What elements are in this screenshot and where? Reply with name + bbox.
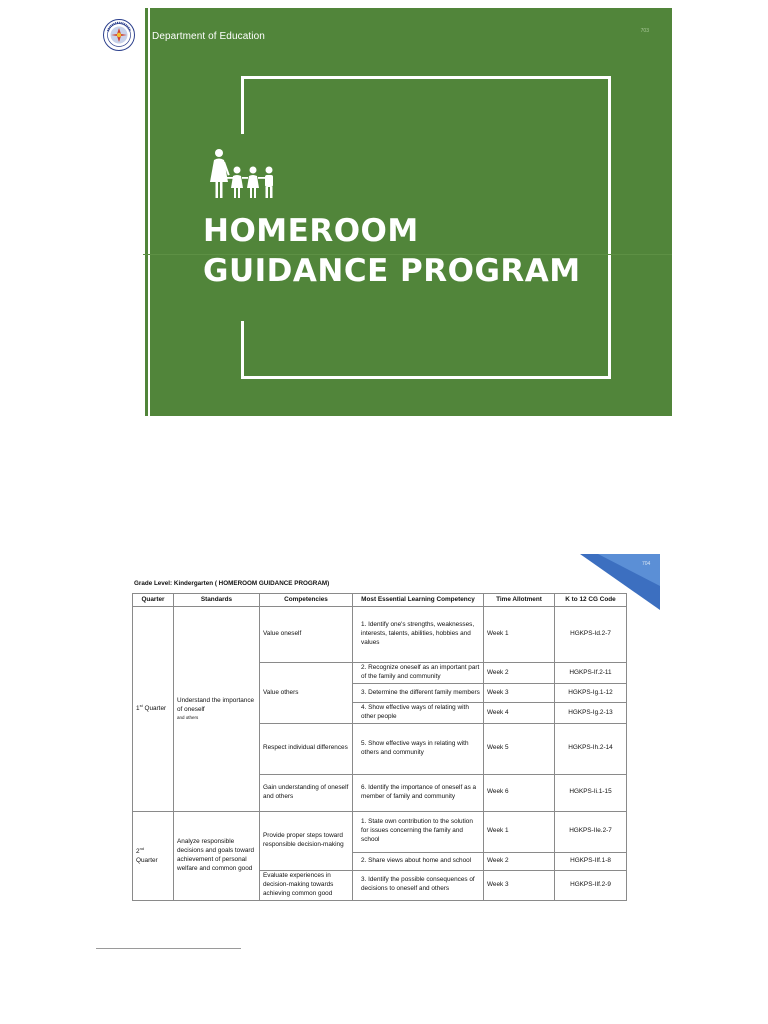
quarter-cell — [133, 607, 174, 812]
code-cell: HGKPS-Ih.2-14 — [555, 724, 627, 774]
family-icon — [207, 148, 277, 200]
time-cell: Week 4 — [484, 703, 555, 724]
code-cell: HGKPS-Ig.1-12 — [555, 684, 627, 703]
code-cell: HGKPS-Id.2-7 — [555, 607, 627, 663]
melc-cell: 6. Identify the importance of oneself as a member of family and community — [353, 774, 484, 811]
title-line-1: HOMEROOM — [203, 213, 419, 249]
melc-cell: 1. State own contribution to the solution for issues concerning the family and school — [353, 811, 484, 852]
standard-small-text: and others — [177, 714, 199, 720]
column-header: Standards — [174, 594, 260, 607]
column-header: Time Allotment — [484, 594, 555, 607]
time-cell: Week 3 — [484, 684, 555, 703]
page-number: 704 — [642, 561, 651, 567]
title-line-2: GUIDANCE PROGRAM — [203, 253, 581, 289]
melc-cell: 3. Determine the different family members — [353, 684, 484, 703]
department-name: Department of Education — [152, 31, 265, 42]
quarter-cell — [133, 811, 174, 900]
code-cell: HGKPS-IIf.1-8 — [555, 852, 627, 870]
melc-cell: 5. Show effective ways in relating with others and community — [353, 724, 484, 774]
column-header: K to 12 CG Code — [555, 594, 627, 607]
melc-cell: 2. Share views about home and school — [353, 852, 484, 870]
cover-title — [203, 211, 581, 291]
cover-sidebar — [97, 8, 143, 416]
code-cell: HGKPS-If.2-11 — [555, 663, 627, 684]
standard-cell — [174, 607, 260, 812]
cover-divider-line — [143, 8, 145, 416]
time-cell: Week 3 — [484, 870, 555, 900]
time-cell: Week 5 — [484, 724, 555, 774]
frame-bottom — [241, 376, 611, 379]
column-header: Quarter — [133, 594, 174, 607]
curriculum-page — [0, 548, 768, 1024]
competency-cell: Respect individual differences — [260, 724, 353, 774]
melc-cell: 1. Identify one's strengths, weaknesses, interests, talents, abilities, hobbies and values — [353, 607, 484, 663]
competency-cell: Evaluate experiences in decision-making towards achieving common good — [260, 870, 353, 900]
time-cell: Week 6 — [484, 774, 555, 811]
quarter-word: Quarter — [136, 856, 158, 864]
melc-cell: 3. Identify the possible consequences of decisions to oneself and others — [353, 870, 484, 900]
frame-right — [608, 76, 611, 379]
quarter-suffix: nd — [139, 845, 145, 851]
column-header: Competencies — [260, 594, 353, 607]
time-cell: Week 2 — [484, 663, 555, 684]
quarter-word: Quarter — [144, 705, 167, 713]
code-cell: HGKPS-Ig.2-13 — [555, 703, 627, 724]
cover-page — [97, 8, 672, 416]
code-cell: HGKPS-IIe.2-7 — [555, 811, 627, 852]
quarter-number: 1 — [136, 705, 140, 713]
competency-cell: Value oneself — [260, 607, 353, 663]
melc-cell: 2. Recognize oneself as an important part of the family and community — [353, 663, 484, 684]
grade-level-heading: Grade Level: Kindergarten ( HOMEROOM GUIDANCE PROGRAM) — [134, 580, 330, 587]
competency-cell: Gain understanding of oneself and others — [260, 774, 353, 811]
curriculum-table — [132, 593, 627, 901]
frame-top — [241, 76, 611, 79]
column-header: Most Essential Learning Competency — [353, 594, 484, 607]
code-cell: HGKPS-Ii.1-15 — [555, 774, 627, 811]
competency-cell: Value others — [260, 663, 353, 724]
frame-left-top — [241, 76, 244, 134]
standard-text: Understand the importance of oneself — [177, 696, 255, 713]
time-cell: Week 1 — [484, 811, 555, 852]
quarter-suffix: st — [139, 703, 143, 709]
deped-seal-icon — [103, 19, 135, 51]
cover-divider-line — [148, 8, 150, 416]
frame-left-bottom — [241, 321, 244, 379]
competency-cell: Provide proper steps toward responsible decision-making — [260, 811, 353, 870]
time-cell: Week 1 — [484, 607, 555, 663]
page-number: 703 — [640, 28, 649, 34]
table-header-row — [133, 594, 627, 607]
quarter-number: 2 — [136, 847, 140, 855]
time-cell: Week 2 — [484, 852, 555, 870]
code-cell: HGKPS-IIf.2-9 — [555, 870, 627, 900]
melc-cell: 4. Show effective ways of relating with other people — [353, 703, 484, 724]
table-row — [133, 607, 627, 663]
standard-cell: Analyze responsible decisions and goals toward achievement of personal welfare and common good — [174, 811, 260, 900]
footnote-line — [96, 948, 241, 949]
table-row — [133, 811, 627, 852]
